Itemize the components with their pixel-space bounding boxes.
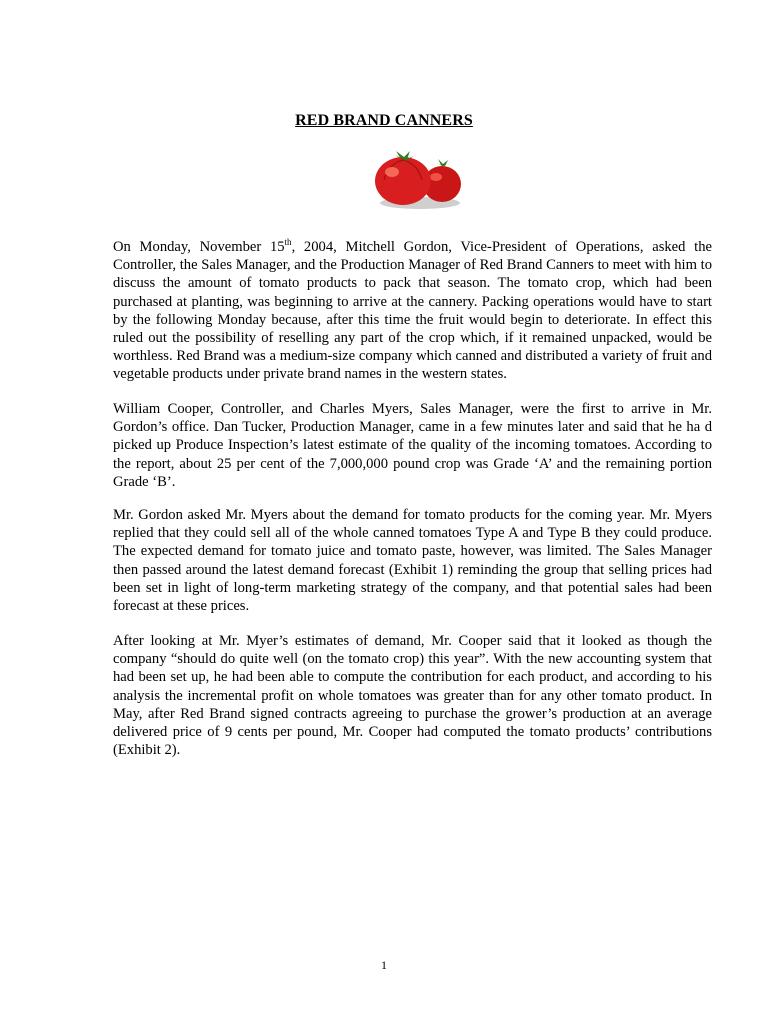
tomatoes-icon xyxy=(370,150,466,212)
paragraph-2: William Cooper, Controller, and Charles Myers, Sales Manager, were the first to arrive in Mr. Gordon’s office. Dan Tucker, Production Manager, came in a few minutes later and said that he ha d picked up Produce Inspection’s latest estimate of the quality of the incoming tomatoes. According to the report, about 25 per cent of the 7,000,000 pound crop was Grade ‘A’ and the remaining portion Grade ‘B’. xyxy=(113,401,712,490)
paragraph-3: Mr. Gordon asked Mr. Myers about the demand for tomato products for the coming year. Mr. Myers replied that they could sell all of the whole canned tomatoes Type A and Type B they could produce. The expected demand for tomato juice and tomato paste, however, was limited. The Sales Manager then passed around the latest demand forecast (Exhibit 1) reminding the group that selling prices had been set in light of long-term marketing strategy of the company, and that potential sales had been forecast at these prices. xyxy=(113,507,712,615)
paragraph-4: After looking at Mr. Myer’s estimates of demand, Mr. Cooper said that it looked as though the company “should do quite well (on the tomato crop) this year”. With the new accounting system that had been set up, he had been able to compute the contribution for each product, and according to his analysis the incremental profit on whole tomatoes was greater than for any other tomato product. In May, after Red Brand signed contracts agreeing to purchase the grower’s production at an average delivered price of 9 cents per pound, Mr. Cooper had computed the tomato products’ contributions (Exhibit 2). xyxy=(113,633,712,759)
page-number: 1 xyxy=(381,958,387,972)
ordinal-suffix: th xyxy=(284,237,292,248)
document-title: RED BRAND CANNERS xyxy=(295,112,473,129)
paragraph-1: On Monday, November 15th, 2004, Mitchell Gordon, Vice-President of Operations, asked the Controller, the Sales Manager, and the Production Manager of Red Brand Canners to meet with him to discuss the amount of tomato products to pack that season. The tomato crop, which had been purchased at planting, was beginning to arrive at the cannery. Packing operations would have to start by the following Monday because, after this time the fruit would begin to deteriorate. In effect this ruled out the possibility of reselling any part of the crop which, if it remained unpacked, would be worthless. Red Brand was a medium-size company which canned and distributed a variety of fruit and vegetable products under private brand names in the western states. xyxy=(113,237,712,383)
